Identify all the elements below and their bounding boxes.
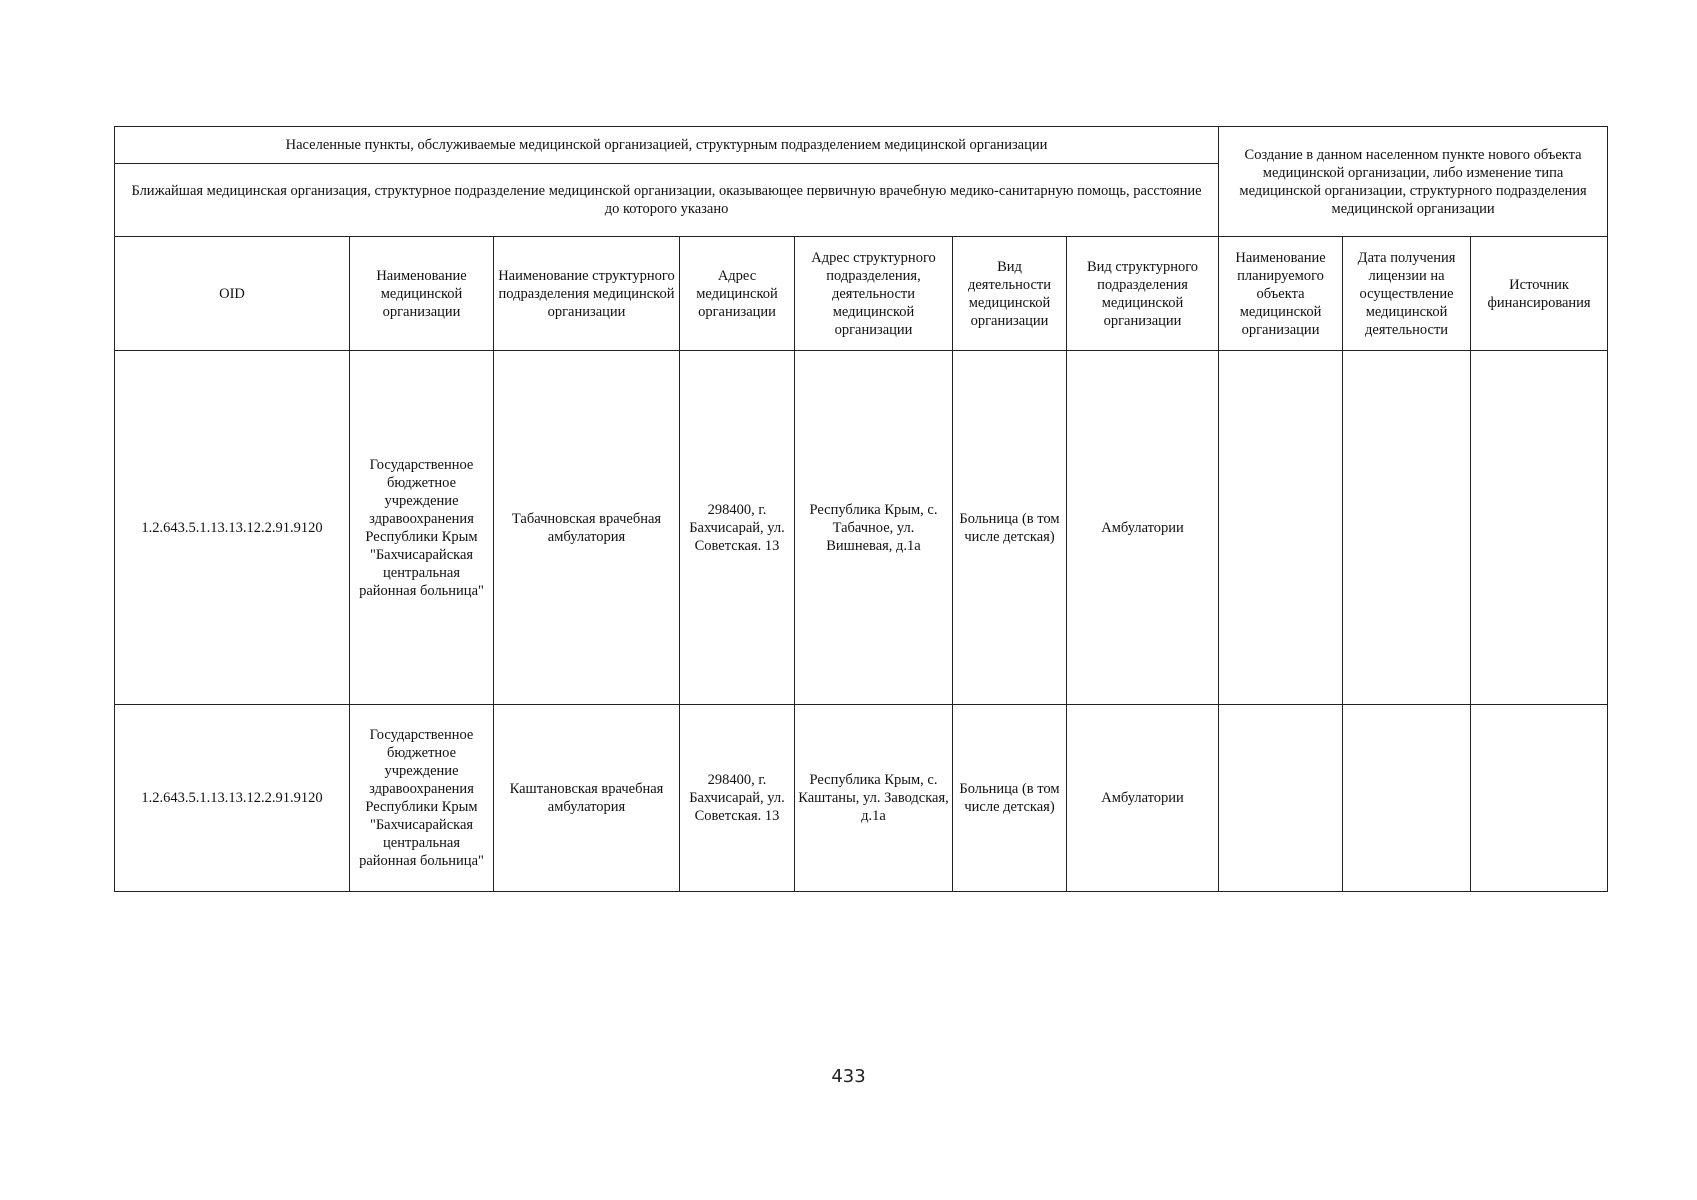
cell-unit-name: Каштановская врачебная амбулатория xyxy=(494,705,680,892)
column-header-unit-name: Наименование структурного подразделения медицинской организации xyxy=(494,237,680,351)
page-number: 433 xyxy=(831,1066,866,1087)
cell-org-name: Государственное бюджетное учреждение здравоохранения Республики Крым "Бахчисарайская центральная районная больница" xyxy=(350,705,494,892)
header-nearest: Ближайшая медицинская организация, структурное подразделение медицинской организации, оказывающее первичную врачебную медико-санитарную помощь, расстояние до которого указано xyxy=(115,164,1219,237)
column-header-license-date: Дата получения лицензии на осуществление медицинской деятельности xyxy=(1343,237,1471,351)
document-sheet xyxy=(114,126,1607,892)
cell-org-address: 298400, г. Бахчисарай, ул. Советская. 13 xyxy=(680,705,795,892)
cell-oid: 1.2.643.5.1.13.13.12.2.91.9120 xyxy=(115,705,350,892)
table-row xyxy=(115,351,1608,705)
cell-planned xyxy=(1219,351,1343,705)
cell-funding xyxy=(1471,705,1608,892)
header-row-settlements xyxy=(115,127,1608,164)
cell-license-date xyxy=(1343,705,1471,892)
medical-organizations-table xyxy=(114,126,1608,892)
header-creation: Создание в данном населенном пункте нового объекта медицинской организации, либо изменение типа медицинской организации, структурного подразделения медицинской организации xyxy=(1219,127,1608,237)
column-headers-row xyxy=(115,237,1608,351)
cell-license-date xyxy=(1343,351,1471,705)
column-header-activity: Вид деятельности медицинской организации xyxy=(953,237,1067,351)
table-row xyxy=(115,705,1608,892)
cell-unit-address: Республика Крым, с. Табачное, ул. Вишневая, д.1а xyxy=(795,351,953,705)
column-header-unit-address: Адрес структурного подразделения, деятельности медицинской организации xyxy=(795,237,953,351)
column-header-funding: Источник финансирования xyxy=(1471,237,1608,351)
cell-funding xyxy=(1471,351,1608,705)
header-settlements: Населенные пункты, обслуживаемые медицинской организацией, структурным подразделением медицинской организации xyxy=(115,127,1219,164)
cell-unit-type: Амбулатории xyxy=(1067,351,1219,705)
cell-unit-type: Амбулатории xyxy=(1067,705,1219,892)
cell-oid: 1.2.643.5.1.13.13.12.2.91.9120 xyxy=(115,351,350,705)
cell-unit-name: Табачновская врачебная амбулатория xyxy=(494,351,680,705)
column-header-oid: OID xyxy=(115,237,350,351)
column-header-org-name: Наименование медицинской организации xyxy=(350,237,494,351)
column-header-unit-type: Вид структурного подразделения медицинской организации xyxy=(1067,237,1219,351)
column-header-planned: Наименование планируемого объекта медицинской организации xyxy=(1219,237,1343,351)
cell-planned xyxy=(1219,705,1343,892)
cell-org-address: 298400, г. Бахчисарай, ул. Советская. 13 xyxy=(680,351,795,705)
cell-activity: Больница (в том числе детская) xyxy=(953,705,1067,892)
column-header-org-address: Адрес медицинской организации xyxy=(680,237,795,351)
cell-unit-address: Республика Крым, с. Каштаны, ул. Заводская, д.1а xyxy=(795,705,953,892)
cell-org-name: Государственное бюджетное учреждение здравоохранения Республики Крым "Бахчисарайская центральная районная больница" xyxy=(350,351,494,705)
cell-activity: Больница (в том числе детская) xyxy=(953,351,1067,705)
